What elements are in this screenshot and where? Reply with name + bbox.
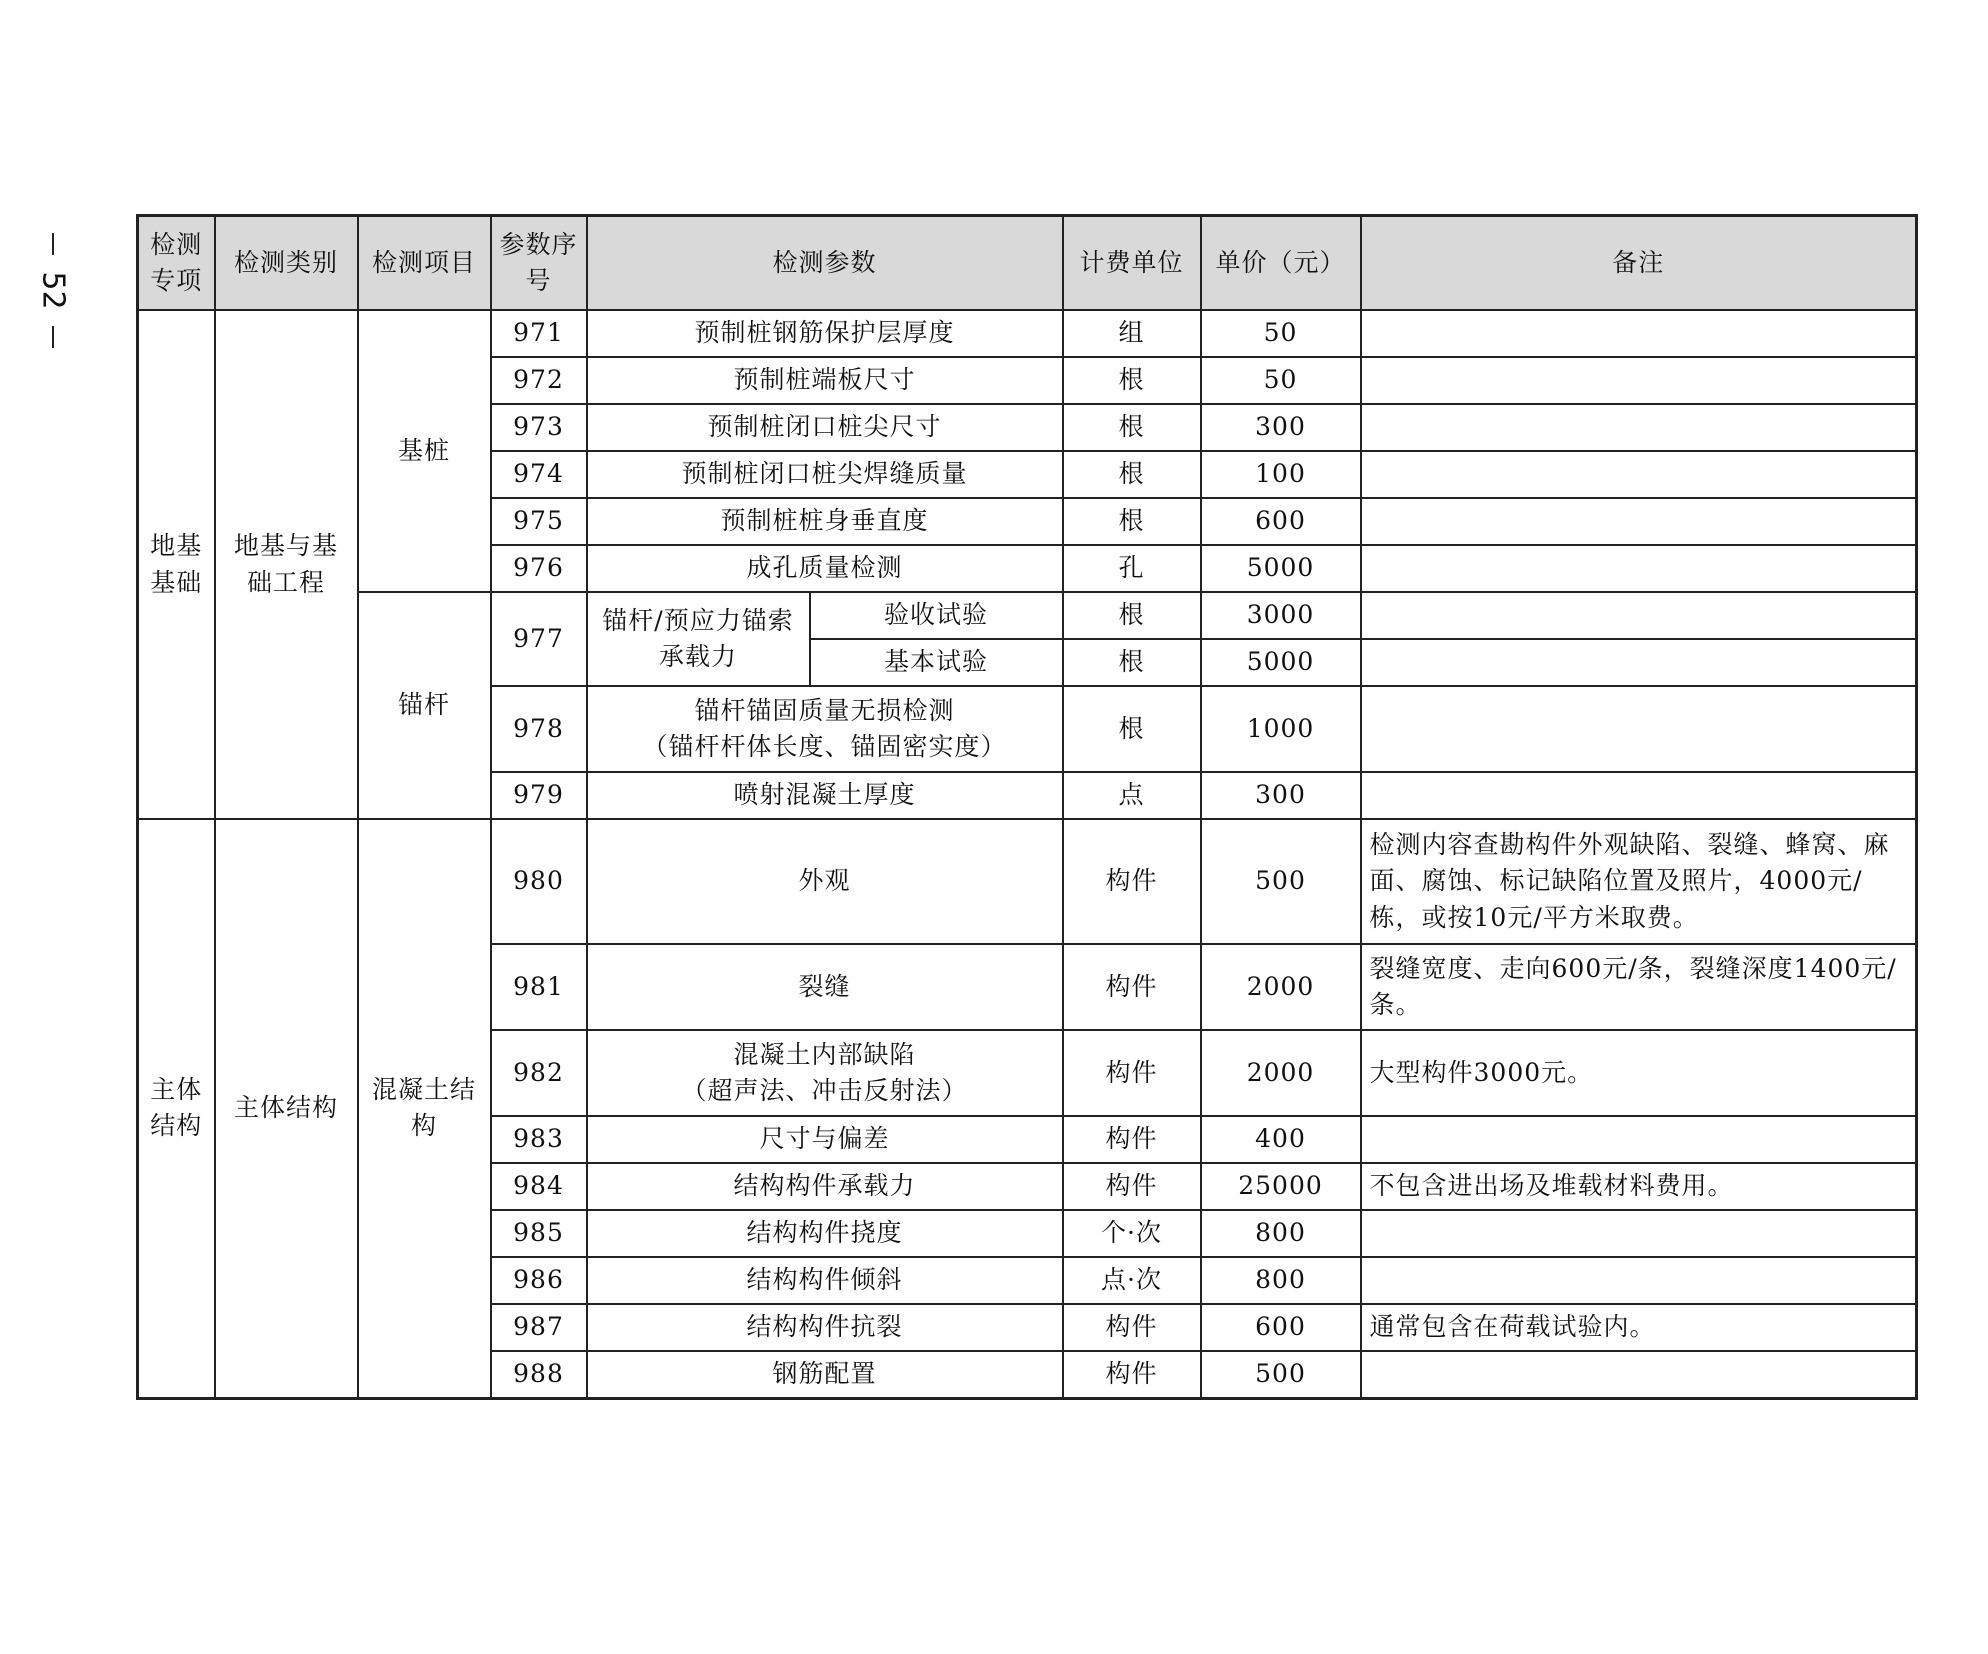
param-cell: 裂缝 xyxy=(587,944,1063,1030)
param-line: 锚杆锚固质量无损检测 xyxy=(694,695,955,725)
unit-cell: 点 xyxy=(1063,772,1201,819)
seq-cell: 981 xyxy=(491,944,587,1030)
unit-cell: 构件 xyxy=(1063,1351,1201,1398)
seq-cell: 972 xyxy=(491,357,587,404)
remark-cell xyxy=(1361,545,1917,592)
price-cell: 500 xyxy=(1201,1351,1361,1398)
price-cell: 800 xyxy=(1201,1210,1361,1257)
category-foundation: 地基与基础工程 xyxy=(215,310,358,819)
unit-cell: 根 xyxy=(1063,592,1201,639)
price-cell: 50 xyxy=(1201,357,1361,404)
remark-cell xyxy=(1361,639,1917,686)
param-cell: 预制桩端板尺寸 xyxy=(587,357,1063,404)
price-cell: 25000 xyxy=(1201,1163,1361,1210)
price-cell: 600 xyxy=(1201,498,1361,545)
unit-cell: 构件 xyxy=(1063,1163,1201,1210)
param-line: （锚杆杆体长度、锚固密实度） xyxy=(642,732,1007,761)
seq-cell: 971 xyxy=(491,310,587,357)
param-cell: 结构构件挠度 xyxy=(587,1210,1063,1257)
unit-cell: 组 xyxy=(1063,310,1201,357)
seq-cell: 980 xyxy=(491,819,587,944)
unit-cell: 构件 xyxy=(1063,944,1201,1030)
header-seq: 参数序号 xyxy=(491,216,587,311)
page-number-dash-top xyxy=(52,233,54,255)
param-cell: 外观 xyxy=(587,819,1063,944)
seq-cell: 978 xyxy=(491,686,587,772)
remark-cell xyxy=(1361,592,1917,639)
param-cell: 结构构件承载力 xyxy=(587,1163,1063,1210)
unit-cell: 构件 xyxy=(1063,1030,1201,1116)
page-number xyxy=(18,220,88,360)
param-cell xyxy=(587,686,1063,772)
unit-cell: 构件 xyxy=(1063,819,1201,944)
remark-cell: 检测内容查勘构件外观缺陷、裂缝、蜂窝、麻面、腐蚀、标记缺陷位置及照片，4000元/栋，或按10元/平方米取费。 xyxy=(1361,819,1917,944)
remark-cell xyxy=(1361,1116,1917,1163)
price-cell: 600 xyxy=(1201,1304,1361,1351)
seq-cell: 988 xyxy=(491,1351,587,1398)
price-cell: 5000 xyxy=(1201,545,1361,592)
remark-cell xyxy=(1361,404,1917,451)
price-cell: 300 xyxy=(1201,404,1361,451)
item-pile: 基桩 xyxy=(358,310,491,592)
param-cell: 预制桩桩身垂直度 xyxy=(587,498,1063,545)
header-special: 检测专项 xyxy=(138,216,215,311)
header-item: 检测项目 xyxy=(358,216,491,311)
param-cell: 预制桩闭口桩尖尺寸 xyxy=(587,404,1063,451)
remark-cell xyxy=(1361,686,1917,772)
table-header xyxy=(138,216,1917,311)
param-line: （超声法、冲击反射法） xyxy=(681,1076,968,1105)
remark-cell xyxy=(1361,1351,1917,1398)
seq-cell: 977 xyxy=(491,592,587,686)
price-cell: 500 xyxy=(1201,819,1361,944)
unit-cell: 构件 xyxy=(1063,1304,1201,1351)
remark-cell: 不包含进出场及堆载材料费用。 xyxy=(1361,1163,1917,1210)
price-cell: 1000 xyxy=(1201,686,1361,772)
remark-cell: 通常包含在荷载试验内。 xyxy=(1361,1304,1917,1351)
header-price: 单价（元） xyxy=(1201,216,1361,311)
price-cell: 400 xyxy=(1201,1116,1361,1163)
item-concrete: 混凝土结构 xyxy=(358,819,491,1398)
remark-cell xyxy=(1361,451,1917,498)
remark-cell xyxy=(1361,357,1917,404)
seq-cell: 983 xyxy=(491,1116,587,1163)
unit-cell: 根 xyxy=(1063,686,1201,772)
seq-cell: 985 xyxy=(491,1210,587,1257)
remark-cell xyxy=(1361,310,1917,357)
price-cell: 100 xyxy=(1201,451,1361,498)
table-row xyxy=(138,592,1917,639)
unit-cell: 根 xyxy=(1063,357,1201,404)
page-number-dash-bottom xyxy=(52,326,54,348)
unit-cell: 构件 xyxy=(1063,1116,1201,1163)
special-structure: 主体结构 xyxy=(138,819,215,1398)
seq-cell: 975 xyxy=(491,498,587,545)
unit-cell: 根 xyxy=(1063,639,1201,686)
remark-cell: 裂缝宽度、走向600元/条，裂缝深度1400元/条。 xyxy=(1361,944,1917,1030)
param-line: 混凝土内部缺陷 xyxy=(733,1039,916,1069)
param-cell: 成孔质量检测 xyxy=(587,545,1063,592)
category-structure: 主体结构 xyxy=(215,819,358,1398)
param-cell: 钢筋配置 xyxy=(587,1351,1063,1398)
param-cell: 喷射混凝土厚度 xyxy=(587,772,1063,819)
unit-cell: 根 xyxy=(1063,404,1201,451)
table-row xyxy=(138,819,1917,944)
remark-cell xyxy=(1361,1257,1917,1304)
seq-cell: 986 xyxy=(491,1257,587,1304)
unit-cell: 根 xyxy=(1063,451,1201,498)
seq-cell: 987 xyxy=(491,1304,587,1351)
param-cell xyxy=(587,1030,1063,1116)
item-anchor: 锚杆 xyxy=(358,592,491,819)
page-number-text: 52 xyxy=(35,270,71,310)
unit-cell: 点·次 xyxy=(1063,1257,1201,1304)
unit-cell: 孔 xyxy=(1063,545,1201,592)
param-sub-cell: 基本试验 xyxy=(810,639,1063,686)
price-cell: 300 xyxy=(1201,772,1361,819)
param-sub-cell: 验收试验 xyxy=(810,592,1063,639)
header-unit: 计费单位 xyxy=(1063,216,1201,311)
seq-cell: 979 xyxy=(491,772,587,819)
seq-cell: 976 xyxy=(491,545,587,592)
param-cell: 预制桩闭口桩尖焊缝质量 xyxy=(587,451,1063,498)
price-cell: 2000 xyxy=(1201,944,1361,1030)
param-cell: 结构构件抗裂 xyxy=(587,1304,1063,1351)
header-category: 检测类别 xyxy=(215,216,358,311)
price-cell: 3000 xyxy=(1201,592,1361,639)
seq-cell: 974 xyxy=(491,451,587,498)
fee-table xyxy=(136,214,1918,1400)
price-cell: 50 xyxy=(1201,310,1361,357)
special-foundation: 地基基础 xyxy=(138,310,215,819)
price-cell: 800 xyxy=(1201,1257,1361,1304)
table-body xyxy=(138,310,1917,1398)
unit-cell: 根 xyxy=(1063,498,1201,545)
remark-cell xyxy=(1361,1210,1917,1257)
remark-cell xyxy=(1361,498,1917,545)
seq-cell: 973 xyxy=(491,404,587,451)
param-group-cell: 锚杆/预应力锚索承载力 xyxy=(587,592,810,686)
table-row xyxy=(138,310,1917,357)
header-param: 检测参数 xyxy=(587,216,1063,311)
remark-cell xyxy=(1361,772,1917,819)
price-cell: 2000 xyxy=(1201,1030,1361,1116)
price-cell: 5000 xyxy=(1201,639,1361,686)
param-cell: 尺寸与偏差 xyxy=(587,1116,1063,1163)
param-cell: 结构构件倾斜 xyxy=(587,1257,1063,1304)
header-remark: 备注 xyxy=(1361,216,1917,311)
remark-cell: 大型构件3000元。 xyxy=(1361,1030,1917,1116)
seq-cell: 984 xyxy=(491,1163,587,1210)
param-cell: 预制桩钢筋保护层厚度 xyxy=(587,310,1063,357)
unit-cell: 个·次 xyxy=(1063,1210,1201,1257)
seq-cell: 982 xyxy=(491,1030,587,1116)
